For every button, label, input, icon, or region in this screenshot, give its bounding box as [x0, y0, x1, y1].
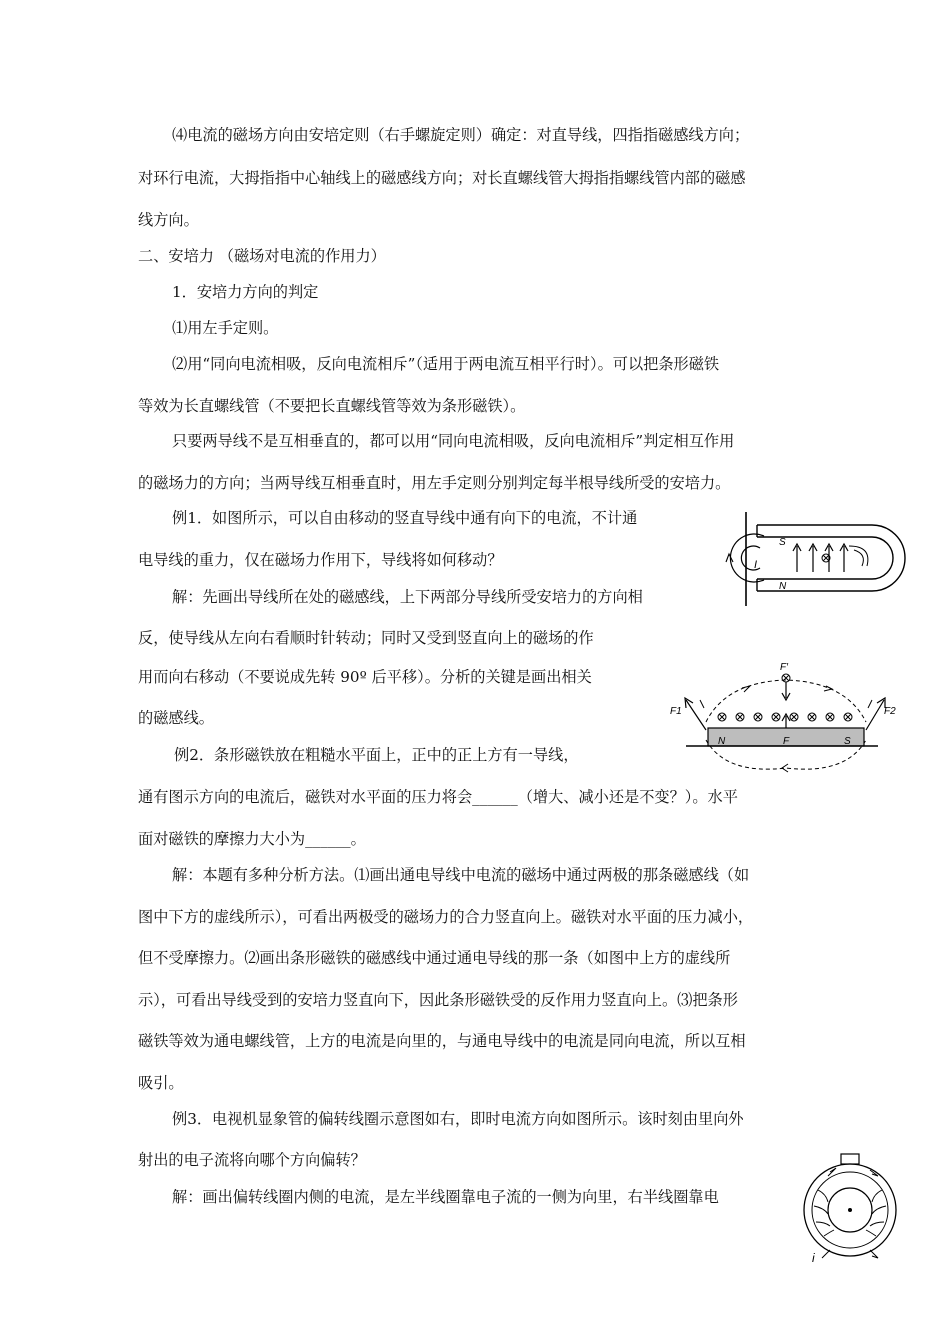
solution-1-line-2: 反，使导线从左向右看顺时针转动；同时又受到竖直向上的磁场的作 [138, 629, 594, 647]
example-2-line-2: 通有图示方向的电流后，磁铁对水平面的压力将会______（增大、减小还是不变？）。水平 [138, 788, 738, 806]
solution-1-line-4: 的磁感线。 [138, 709, 214, 727]
figure-3-current-label: i [812, 1251, 815, 1265]
example-1-line-1: 例1．如图所示，可以自由移动的竖直导线中通有向下的电流，不计通 [172, 509, 638, 527]
solution-3-line-1: 解：画出偏转线圈内侧的电流，是左半线圈靠电子流的一侧为向里，右半线圈靠电 [172, 1188, 719, 1206]
solution-2-line-2: 图中下方的虚线所示），可看出两极受的磁场力的合力竖直向上。磁铁对水平面的压力减小， [138, 908, 754, 926]
text-line-2: 对环行电流，大拇指指中心轴线上的磁感线方向；对长直螺线管大拇指指螺线管内部的磁感 [138, 169, 746, 187]
figure-2-force-label: F [783, 736, 790, 747]
solution-2-line-5: 磁铁等效为通电螺线管，上方的电流是向里的，与通电导线中的电流是同向电流，所以互相 [138, 1032, 746, 1050]
figure-2-force-prime-label: F′ [780, 662, 788, 673]
text-line-1: ⑷电流的磁场方向由安培定则（右手螺旋定则）确定：对直导线，四指指磁感线方向； [172, 126, 750, 144]
figure-2-pole-n-label: N [718, 736, 726, 747]
text-line-6: ⑴用左手定则。 [172, 319, 279, 337]
text-line-8: 等效为长直螺线管（不要把长直螺线管等效为条形磁铁）。 [138, 397, 526, 415]
figure-2-force-2-label: F2 [884, 706, 896, 717]
example-1-line-2: 电导线的重力，仅在磁场力作用下，导线将如何移动？ [138, 551, 503, 569]
figure-2-force-1-label: F1 [670, 706, 682, 717]
solution-2-line-3: 但不受摩擦力。⑵画出条形磁铁的磁感线中通过通电导线的那一条（如图中上方的虚线所 [138, 949, 731, 967]
solution-1-line-3: 用而向右移动（不要说成先转 90º 后平移）。分析的关键是画出相关 [138, 668, 592, 686]
example-3-line-2: 射出的电子流将向哪个方向偏转？ [138, 1151, 366, 1169]
figure-1-pole-s-label: S [779, 537, 786, 548]
text-line-7: ⑵用“同向电流相吸，反向电流相斥”（适用于两电流互相平行时）。可以把条形磁铁 [172, 355, 720, 373]
text-line-9: 只要两导线不是互相垂直的，都可以用“同向电流相吸，反向电流相斥”判定相互作用 [172, 432, 735, 450]
text-line-3: 线方向。 [138, 211, 199, 229]
figure-2-pole-s-label: S [844, 736, 851, 747]
example-2-line-1: 例2．条形磁铁放在粗糙水平面上，正中的正上方有一导线， [174, 746, 579, 764]
subsection-heading: 1．安培力方向的判定 [172, 283, 319, 301]
solution-1-line-1: 解：先画出导线所在处的磁感线，上下两部分导线所受安培力的方向相 [172, 588, 643, 606]
figure-1-current-label: I [754, 559, 758, 571]
figure-1-u-magnet [712, 510, 907, 610]
text-line-10: 的磁场力的方向；当两导线互相垂直时，用左手定则分别判定每半根导线所受的安培力。 [138, 474, 731, 492]
figure-3-deflection-coil [800, 1150, 910, 1265]
figure-2-bar-magnet [666, 660, 896, 775]
example-2-line-3: 面对磁铁的摩擦力大小为______。 [138, 830, 366, 848]
solution-2-line-6: 吸引。 [138, 1074, 184, 1092]
solution-2-line-4: 示），可看出导线受到的安培力竖直向下，因此条形磁铁受的反作用力竖直向上。⑶把条形 [138, 991, 738, 1009]
solution-2-line-1: 解：本题有多种分析方法。⑴画出通电导线中电流的磁场中通过两极的那条磁感线（如 [172, 866, 750, 884]
section-heading: 二、安培力 （磁场对电流的作用力） [138, 247, 386, 265]
example-3-line-1: 例3．电视机显象管的偏转线圈示意图如右，即时电流方向如图所示。该时刻由里向外 [172, 1110, 744, 1128]
figure-1-pole-n-label: N [779, 581, 787, 592]
